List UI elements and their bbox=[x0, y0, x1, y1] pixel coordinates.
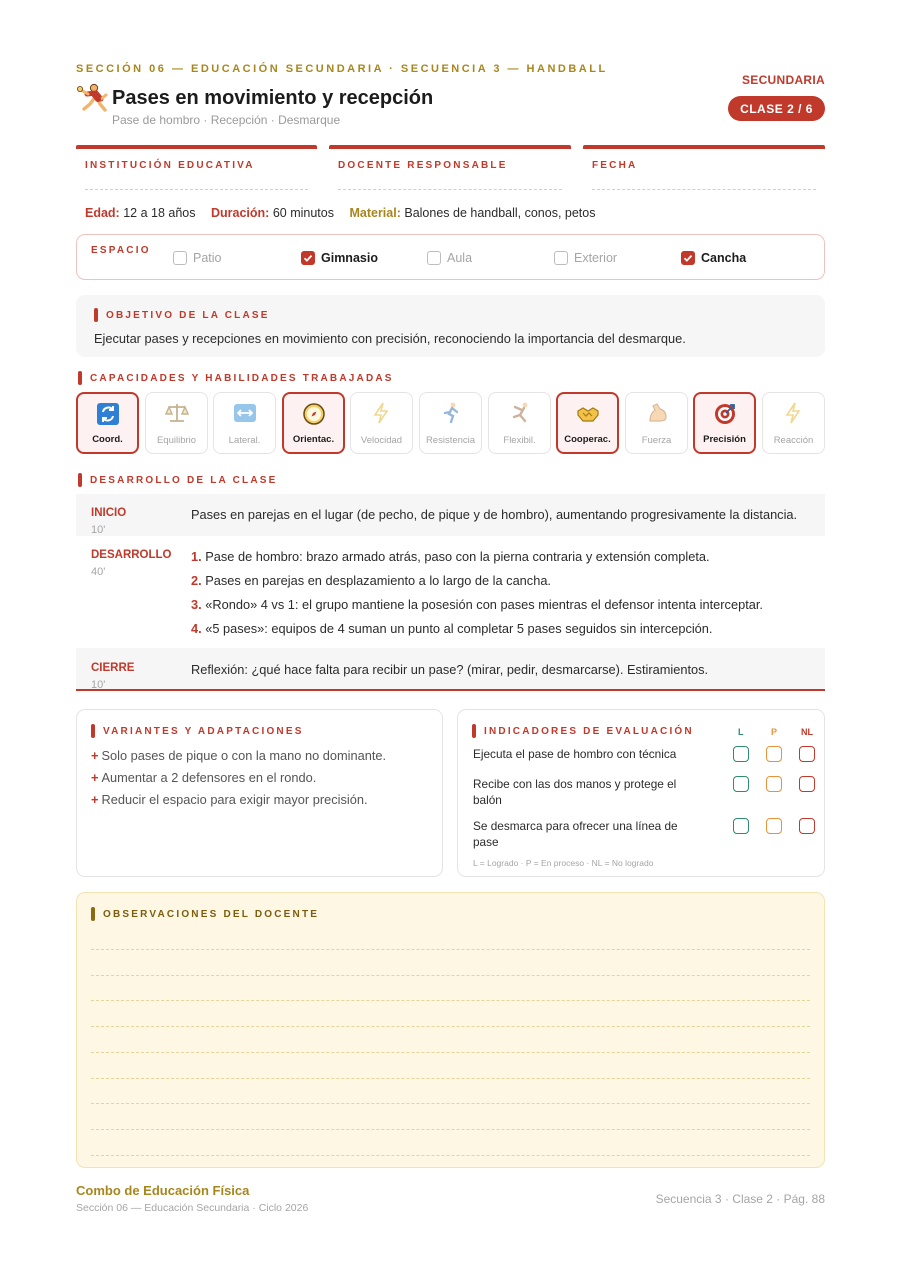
duration-value: 60 minutos bbox=[272, 206, 334, 220]
espacio-option-label: Exterior bbox=[574, 251, 618, 265]
footer-subtitle: Sección 06 — Educación Secundaria · Ciclo 2026 bbox=[76, 1202, 309, 1214]
evaluation-checkbox-p[interactable] bbox=[766, 776, 782, 792]
writing-line[interactable] bbox=[91, 1000, 810, 1001]
capacidad-tile[interactable] bbox=[350, 392, 413, 454]
indicadores-heading bbox=[472, 724, 694, 738]
field-input-line[interactable] bbox=[592, 189, 816, 190]
field-fecha[interactable] bbox=[583, 145, 825, 195]
desarrollo-table bbox=[76, 494, 825, 691]
variantes-card bbox=[76, 709, 443, 877]
variant-item: + Reducir el espacio para exigir mayor precisión. bbox=[91, 792, 368, 807]
capacidad-tile[interactable] bbox=[625, 392, 688, 454]
capacidad-tile[interactable] bbox=[282, 392, 345, 454]
phase-minutes: 10' bbox=[91, 679, 106, 689]
capacidad-tile[interactable] bbox=[76, 392, 139, 454]
capacidad-label: Precisión bbox=[703, 434, 746, 445]
row-cierre bbox=[76, 648, 825, 689]
indicator-text: Se desmarca para ofrecer una línea de pase bbox=[473, 819, 678, 849]
capacidad-label: Velocidad bbox=[360, 435, 403, 446]
variant-text: Reducir el espacio para exigir mayor precisión. bbox=[101, 792, 368, 807]
step-item bbox=[191, 597, 763, 612]
page-subtitle: Pase de hombro · Recepción · Desmarque bbox=[112, 113, 341, 127]
espacio-option-aula[interactable] bbox=[427, 251, 472, 265]
espacio-box bbox=[76, 234, 825, 280]
footer-title: Combo de Educación Física bbox=[76, 1183, 250, 1198]
espacio-label: ESPACIO bbox=[91, 245, 151, 256]
variant-text: Solo pases de pique o con la mano no dominante. bbox=[101, 748, 387, 763]
field-label: INSTITUCIÓN EDUCATIVA bbox=[85, 160, 255, 171]
espacio-option-patio[interactable] bbox=[173, 251, 222, 265]
phase-label: CIERRE bbox=[91, 662, 135, 674]
checkbox[interactable] bbox=[173, 251, 187, 265]
step-number: 2. bbox=[191, 573, 202, 588]
column-header-l: L bbox=[738, 727, 744, 737]
column-header-p: P bbox=[771, 727, 778, 737]
writing-line[interactable] bbox=[91, 1129, 810, 1130]
title-row bbox=[76, 82, 433, 114]
row-inicio bbox=[76, 494, 825, 536]
capacidad-label: Flexibil. bbox=[503, 435, 536, 446]
checkbox-checked[interactable] bbox=[301, 251, 315, 265]
capacidad-tile[interactable] bbox=[145, 392, 208, 454]
capacidad-tile[interactable] bbox=[693, 392, 756, 454]
step-item bbox=[191, 549, 710, 564]
runner-icon bbox=[439, 401, 463, 425]
flexed-biceps-icon bbox=[645, 401, 669, 425]
checkmark-icon bbox=[303, 253, 313, 263]
page-title: Pases en movimiento y recepción bbox=[112, 86, 434, 109]
step-text: Pases en parejas en desplazamiento a lo largo de la cancha. bbox=[205, 573, 551, 588]
left-right-arrow-icon bbox=[233, 401, 257, 425]
field-label: DOCENTE RESPONSABLE bbox=[338, 160, 508, 171]
observaciones-box[interactable] bbox=[76, 892, 825, 1168]
handball-player-icon bbox=[76, 82, 110, 114]
field-label: FECHA bbox=[592, 160, 638, 171]
field-docente[interactable] bbox=[329, 145, 571, 195]
capacidades-label: CAPACIDADES Y HABILIDADES TRABAJADAS bbox=[90, 372, 394, 384]
footer-page-info: Secuencia 3 · Clase 2 · Pág. 88 bbox=[655, 1192, 825, 1206]
espacio-option-cancha[interactable] bbox=[681, 251, 746, 265]
capacidad-tile[interactable] bbox=[762, 392, 825, 454]
indicadores-label: INDICADORES DE EVALUACIÓN bbox=[484, 725, 694, 737]
capacidades-grid bbox=[76, 392, 825, 454]
level-label: SECUNDARIA bbox=[741, 73, 825, 87]
checkbox[interactable] bbox=[427, 251, 441, 265]
lightning-icon bbox=[370, 401, 394, 425]
evaluation-checkbox-p[interactable] bbox=[766, 746, 782, 762]
espacio-option-label: Aula bbox=[447, 251, 473, 265]
capacidad-label: Fuerza bbox=[641, 435, 672, 446]
step-number: 3. bbox=[191, 597, 202, 612]
field-input-line[interactable] bbox=[85, 189, 308, 190]
writing-line[interactable] bbox=[91, 1155, 810, 1156]
capacidad-tile[interactable] bbox=[419, 392, 482, 454]
phase-text: Reflexión: ¿qué hace falta para recibir un pase? (mirar, pedir, desmarcarse). Estiramientos. bbox=[191, 662, 709, 677]
step-text: Pase de hombro: brazo armado atrás, paso con la pierna contraria y extensión completa. bbox=[205, 549, 710, 564]
field-institucion[interactable] bbox=[76, 145, 317, 195]
espacio-option-gimnasio[interactable] bbox=[301, 251, 378, 265]
writing-line[interactable] bbox=[91, 949, 810, 950]
age-label: Edad: bbox=[85, 206, 120, 220]
checkbox[interactable] bbox=[554, 251, 568, 265]
step-number: 1. bbox=[191, 549, 202, 564]
capacidades-heading bbox=[78, 371, 394, 385]
variant-text: Aumentar a 2 defensores en el rondo. bbox=[101, 770, 317, 785]
row-desarrollo bbox=[76, 536, 825, 648]
capacidad-label: Equilibrio bbox=[156, 435, 197, 446]
handshake-icon bbox=[576, 402, 600, 426]
objetivo-box bbox=[76, 295, 825, 357]
duration-label: Duración: bbox=[211, 206, 270, 220]
meta-line bbox=[85, 206, 595, 220]
indicator-text: Ejecuta el pase de hombro con técnica bbox=[473, 747, 677, 761]
material-value: Balones de handball, conos, petos bbox=[404, 206, 596, 220]
material-label: Material: bbox=[349, 206, 401, 220]
class-badge: CLASE 2 / 6 bbox=[728, 96, 825, 121]
checkmark-icon bbox=[683, 253, 693, 263]
compass-icon bbox=[302, 402, 326, 426]
evaluation-checkbox-l[interactable] bbox=[733, 776, 749, 792]
phase-minutes: 40' bbox=[91, 566, 106, 578]
writing-line[interactable] bbox=[91, 1078, 810, 1079]
phase-minutes: 10' bbox=[91, 524, 106, 536]
evaluation-legend: L = Logrado · P = En proceso · NL = No logrado bbox=[473, 858, 654, 868]
writing-line[interactable] bbox=[91, 1026, 810, 1027]
column-header-nl: NL bbox=[801, 727, 813, 737]
espacio-option-label: Cancha bbox=[701, 251, 747, 265]
age-value: 12 a 18 años bbox=[123, 206, 196, 220]
writing-line[interactable] bbox=[91, 1052, 810, 1053]
indicadores-card bbox=[457, 709, 825, 877]
capacidad-label: Reacción bbox=[773, 435, 814, 446]
balance-scale-icon bbox=[165, 401, 189, 425]
writing-line[interactable] bbox=[91, 1103, 810, 1104]
evaluation-checkbox-l[interactable] bbox=[733, 746, 749, 762]
header-fields bbox=[76, 145, 825, 195]
section-kicker: SECCIÓN 06 — EDUCACIÓN SECUNDARIA · SECUENCIA 3 — HANDBALL bbox=[76, 63, 608, 75]
step-item bbox=[191, 621, 712, 636]
espacio-option-label: Gimnasio bbox=[321, 251, 378, 265]
objetivo-label: OBJETIVO DE LA CLASE bbox=[106, 309, 270, 321]
phase-label: INICIO bbox=[91, 507, 127, 519]
evaluation-checkbox-l[interactable] bbox=[733, 818, 749, 834]
capacidad-label: Coord. bbox=[92, 434, 123, 445]
observaciones-label: OBSERVACIONES DEL DOCENTE bbox=[103, 908, 320, 920]
variantes-heading bbox=[91, 724, 304, 738]
stretching-icon bbox=[508, 401, 532, 425]
lightning-icon bbox=[782, 401, 806, 425]
capacidad-tile[interactable] bbox=[213, 392, 276, 454]
step-number: 4. bbox=[191, 621, 202, 636]
capacidad-tile[interactable] bbox=[556, 392, 619, 454]
objetivo-heading bbox=[94, 308, 270, 322]
capacidad-label: Lateral. bbox=[228, 435, 261, 446]
objetivo-text: Ejecutar pases y recepciones en movimiento con precisión, reconociendo la importancia del desmarque. bbox=[94, 331, 686, 346]
capacidad-tile[interactable] bbox=[488, 392, 551, 454]
desarrollo-label: DESARROLLO DE LA CLASE bbox=[90, 474, 278, 486]
phase-text: Pases en parejas en el lugar (de pecho, de pique y de hombro), aumentando progresivamente la distancia. bbox=[191, 507, 798, 522]
capacidad-label: Cooperac. bbox=[564, 434, 611, 445]
evaluation-checkbox-nl[interactable] bbox=[799, 746, 815, 762]
step-text: «5 pases»: equipos de 4 suman un punto al completar 5 pases seguidos sin intercepción. bbox=[205, 621, 713, 636]
evaluation-checkbox-nl[interactable] bbox=[799, 818, 815, 834]
variant-item: + Solo pases de pique o con la mano no dominante. bbox=[91, 748, 387, 763]
evaluation-checkbox-nl[interactable] bbox=[799, 776, 815, 792]
espacio-option-exterior[interactable] bbox=[554, 251, 617, 265]
checkbox-checked[interactable] bbox=[681, 251, 695, 265]
variantes-label: VARIANTES Y ADAPTACIONES bbox=[103, 725, 304, 737]
step-item bbox=[191, 573, 551, 588]
observaciones-heading bbox=[91, 907, 319, 921]
espacio-option-label: Patio bbox=[193, 251, 222, 265]
field-input-line[interactable] bbox=[338, 189, 562, 190]
evaluation-checkbox-p[interactable] bbox=[766, 818, 782, 834]
writing-line[interactable] bbox=[91, 975, 810, 976]
indicator-text: Recibe con las dos manos y protege el balón bbox=[473, 777, 677, 807]
refresh-icon bbox=[96, 402, 120, 426]
variant-item: + Aumentar a 2 defensores en el rondo. bbox=[91, 770, 317, 785]
desarrollo-heading bbox=[78, 473, 277, 487]
phase-label: DESARROLLO bbox=[91, 549, 172, 561]
capacidad-label: Orientac. bbox=[292, 434, 335, 445]
target-icon bbox=[713, 402, 737, 426]
step-text: «Rondo» 4 vs 1: el grupo mantiene la posesión con pases mientras el defensor intenta interceptar. bbox=[205, 597, 763, 612]
capacidad-label: Resistencia bbox=[425, 435, 476, 446]
